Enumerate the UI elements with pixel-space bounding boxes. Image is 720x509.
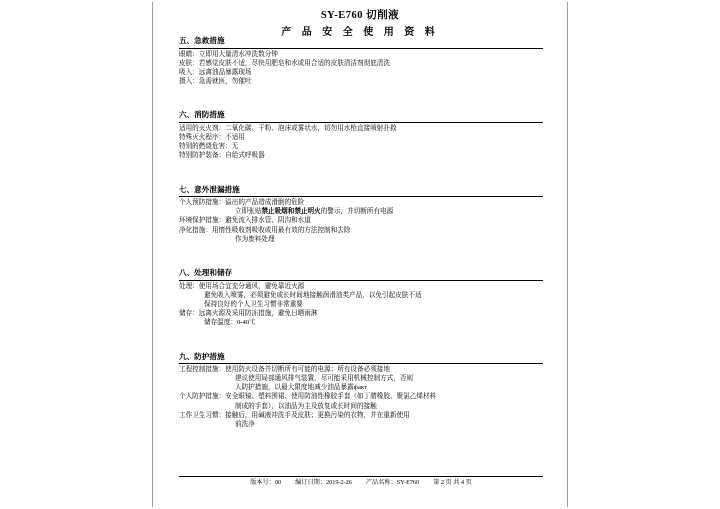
row-label <box>179 403 235 412</box>
footer-date: 编订日期：2019-2-26 <box>295 479 352 486</box>
row-label: 工作卫生习惯： <box>179 411 226 419</box>
row-text: 人防护措施，以最大限度地减少油品暴露факт <box>235 384 367 392</box>
row-label: 特殊灭火程序： <box>179 133 226 141</box>
row-text: 前洗净 <box>235 420 255 428</box>
section-row <box>179 217 543 226</box>
row-label <box>179 236 235 245</box>
row-text: 远离油品暴露现场 <box>198 68 252 76</box>
row-label: 处理： <box>179 282 199 290</box>
section-row <box>179 236 543 245</box>
section-fire-fighting <box>179 110 543 160</box>
row-label: 工程控制措施： <box>179 366 226 374</box>
row-text: 自给式呼吸器 <box>225 152 265 160</box>
section-row <box>179 292 543 301</box>
section-row <box>179 152 543 161</box>
section-row <box>179 51 543 60</box>
row-label: 特别的燃烧危害： <box>179 143 232 151</box>
row-text: 建议使用局部通风排气装置，尽可能采用机械控制方式，否则 <box>235 375 414 383</box>
section-accidental-release <box>179 185 543 244</box>
document-title: SY-E760 切削液 <box>320 10 400 21</box>
document-subtitle: 产 品 安 全 使 用 资 料 <box>281 27 439 38</box>
row-text: 二氧化碳、干粉、泡沫或雾状水，切勿用水枪直接喷射扑救 <box>225 124 397 132</box>
footer-product-code: 产品名称：SY-E760 <box>365 479 420 486</box>
row-text: 制成的手套），以油品为主及放复或长时间的接触 <box>235 402 377 410</box>
row-label <box>179 301 204 310</box>
section-heading: 五、急救措施 <box>179 36 543 49</box>
section-row <box>179 319 543 328</box>
row-text: 急需就医，勿催吐 <box>198 77 252 85</box>
section-row <box>179 301 543 310</box>
row-label: 皮肤： <box>179 59 199 67</box>
section-row <box>179 412 543 421</box>
row-text: 使用场合宜充分通风，避免靠近火源 <box>198 282 305 290</box>
row-text: 立即用大量清水冲洗数分钟 <box>198 50 278 58</box>
row-emphasis: 禁止吸烟和禁止明火 <box>261 208 321 216</box>
section-row <box>179 125 543 134</box>
row-text: 不适用 <box>225 133 245 141</box>
section-row <box>179 310 543 319</box>
row-label: 立即张贴 <box>235 208 262 216</box>
scanned-sheet <box>152 2 568 507</box>
page-footer <box>179 476 543 488</box>
row-label <box>179 292 204 301</box>
section-handling-storage <box>179 268 543 327</box>
document-body <box>179 36 543 439</box>
row-label: 储存： <box>179 310 199 317</box>
row-text: 作为废料处理 <box>235 235 275 243</box>
section-row <box>179 366 543 375</box>
footer-page-info: 第 2 页 共 4 页 <box>433 479 472 486</box>
footer-version: 版本号：00 <box>250 479 282 486</box>
row-label: 个人预防措施： <box>179 199 226 207</box>
row-text: 接触后，用碱液冲洗手及皮肤；更换污染的衣物，并在重新使用 <box>225 411 410 419</box>
section-heading: 六、消防措施 <box>179 110 543 123</box>
section-row <box>179 208 543 217</box>
row-label: 净化措施： <box>179 226 212 234</box>
section-row <box>179 384 543 393</box>
row-text: 无 <box>231 143 239 151</box>
section-first-aid <box>179 36 543 86</box>
row-label: 个人防护措施： <box>179 393 226 401</box>
row-label <box>179 421 235 430</box>
row-text: 使用防火设备并切断所有可能的电源；所有设备必须接地 <box>225 366 390 374</box>
row-label: 摄入： <box>179 77 199 85</box>
row-label: 吸入： <box>179 68 199 76</box>
row-label: 适用的灭火剂： <box>179 124 226 132</box>
row-text: 用惰性吸收剂吸收或用最有效的方法控制和去除 <box>211 226 351 234</box>
row-text: 远离火源及采用防冻措施，避免日晒雨淋 <box>198 310 318 317</box>
row-text: 安全眼镜、塑料围裙、使用防油性橡胶手套（如丁腈橡胶、聚氯乙烯材料 <box>225 393 437 401</box>
section-row <box>179 403 543 412</box>
section-row <box>179 134 543 143</box>
section-row <box>179 421 543 430</box>
section-row <box>179 393 543 402</box>
row-text: 若感觉皮肤不适，尽快用肥皂和水或用合适的皮肤清洁剂彻底清洗 <box>198 59 390 67</box>
row-label <box>179 375 235 384</box>
row-label: 眼睛： <box>179 50 199 58</box>
section-protection <box>179 352 543 430</box>
row-text: 避免吸入喷雾，必须避免或长时间地接触润滑油类产品，以免引起皮肤不适 <box>204 291 422 299</box>
section-heading: 七、意外泄漏措施 <box>179 185 543 198</box>
row-text: 保持良好的个人卫生习惯非常重要 <box>204 300 303 308</box>
row-text: 避免流入排水管、阴沟和水道 <box>225 217 311 225</box>
row-text: 储存温度：0-40℃ <box>204 319 256 327</box>
section-row <box>179 69 543 78</box>
section-heading: 九、防护措施 <box>179 352 543 365</box>
row-text: 溢出的产品造成滑倒的危险 <box>225 199 305 207</box>
section-row <box>179 283 543 292</box>
section-row <box>179 143 543 152</box>
row-text <box>261 208 543 217</box>
row-label <box>179 319 204 328</box>
section-row <box>179 78 543 87</box>
section-row <box>179 199 543 208</box>
section-row <box>179 60 543 69</box>
section-heading: 八、处理和储存 <box>179 268 543 281</box>
row-label: 特别防护装备： <box>179 152 226 160</box>
row-label: 环境保护措施： <box>179 217 226 225</box>
row-text-cont: 的警示，并切断所有电源 <box>320 208 394 216</box>
section-row <box>179 375 543 384</box>
row-label <box>179 384 235 393</box>
section-row <box>179 227 543 236</box>
